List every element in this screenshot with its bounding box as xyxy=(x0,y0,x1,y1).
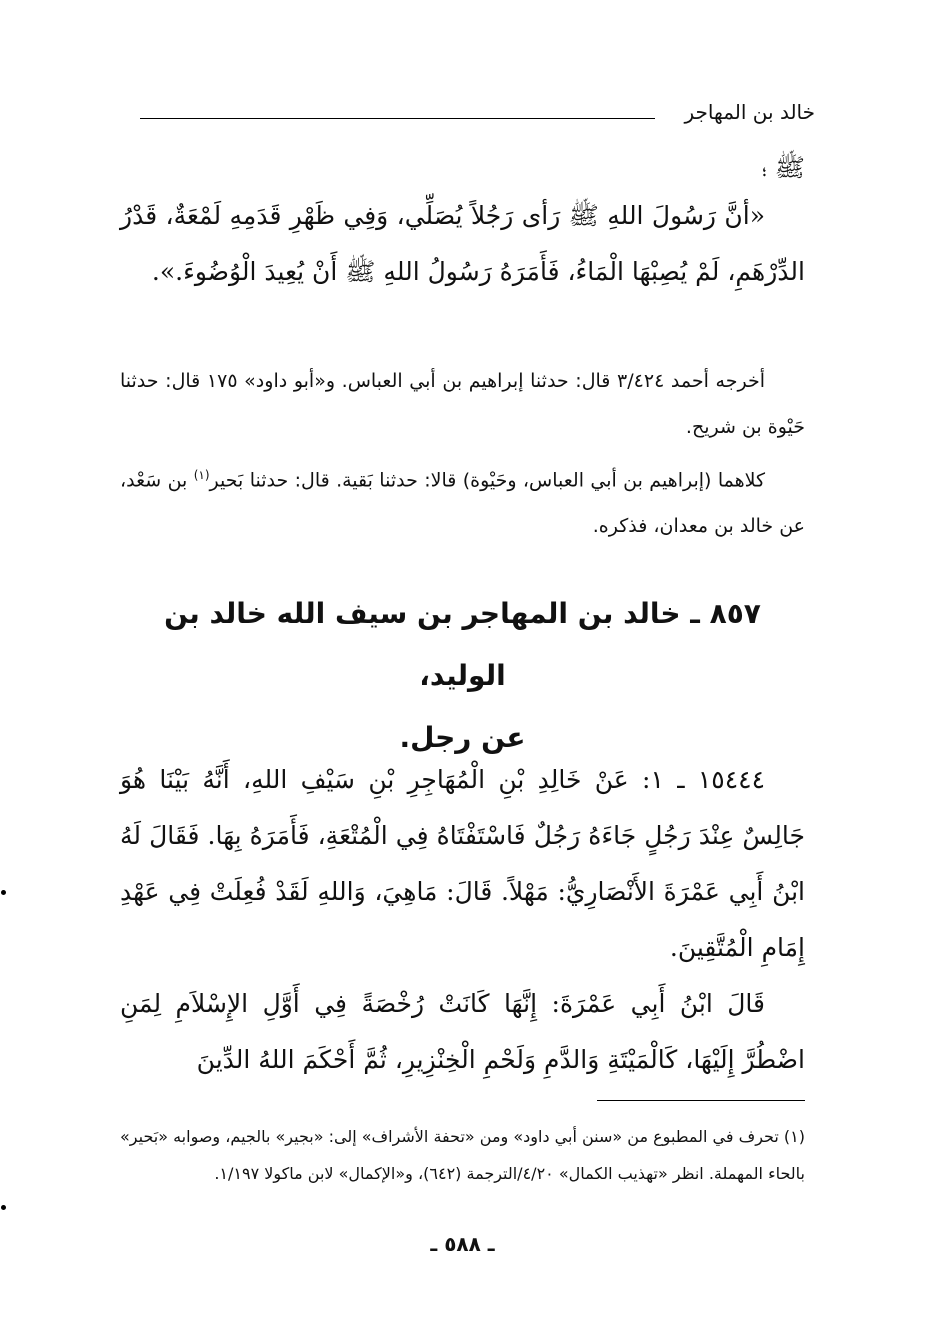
footnote-rule xyxy=(597,1100,805,1101)
takhrij-para-2-text: كلاهما (إبراهيم بن أبي العباس، وحَيْوة) قالا: حدثنا بَقية. قال: حدثنا بَحير xyxy=(209,469,765,492)
footnote-marker: (١) xyxy=(193,468,210,482)
chapter-heading-line-2: عن رجل. xyxy=(399,721,526,754)
takhrij-para-1: أخرجه أحمد ٣/٤٢٤ قال: حدثنا إبراهيم بن أبي العباس. و«أبو داود» ١٧٥ قال: حدثنا حَيْوة بن شريح. xyxy=(120,370,805,438)
chapter-heading xyxy=(120,583,805,769)
takhrij-para-2-tail: بن سَعْد، عن خالد بن معدان، فذكره. xyxy=(120,469,805,538)
footnote: (١) تحرف في المطبوع من «سنن أبي داود» ومن «تحفة الأشراف» إلى: «بجير» بالجيم، وصوابه «بَحير» بالحاء المهملة. انظر «تهذيب الكمال» ٤/٢٠/الترجمة (٦٤٢)، و«الإكمال» لابن ماكولا ١/١٩٧. xyxy=(120,1127,805,1183)
header-rule xyxy=(140,118,655,119)
scan-speck xyxy=(1,890,6,895)
takhrij-para-2 xyxy=(120,452,805,549)
page-number: ـ ٥٨٨ ـ xyxy=(430,1232,495,1256)
hadith-15444-para-1: ١٥٤٤٤ ـ ١: عَنْ خَالِدِ بْنِ الْمُهَاجِرِ بْنِ سَيْفِ اللهِ، أَنَّهُ بَيْنَا هُوَ جَالِسٌ عِنْدَ رَجُلٍ جَاءَهُ رَجُلٌ فَاسْتَفْتَاهُ فِي الْمُتْعَةِ، فَأَمَرَهُ بِهَا. فَقَالَ لَهُ ابْنُ أَبِي عَمْرَةَ الأَنْصَارِيُّ: مَهْلاً. قَالَ: مَاهِيَ، وَاللهِ لَقَدْ فُعِلَتْ فِي عَهْدِ إِمَامِ الْمُتَّقِينَ. xyxy=(120,765,805,962)
top-fragment: ﷺ ؛ xyxy=(761,153,805,182)
running-title: خالد بن المهاجر xyxy=(684,100,815,124)
hadith-main-text: «أنَّ رَسُولَ اللهِ ﷺ رَأى رَجُلاً يُصَلِّي، وَفِي ظَهْرِ قَدَمِهِ لَمْعَةٌ، قَدْرُ الدِّرْهَمِ، لَمْ يُصِبْهَا الْمَاءُ، فَأَمَرَهُ رَسُولُ اللهِ ﷺ أَنْ يُعِيدَ الْوُضُوءَ.». xyxy=(120,201,805,286)
chapter-heading-line-1: ٨٥٧ ـ خالد بن المهاجر بن سيف الله خالد بن الوليد، xyxy=(164,597,761,692)
running-header xyxy=(140,100,815,130)
hadith-15444-para-2: قَالَ ابْنُ أَبِي عَمْرَةَ: إِنَّهَا كَانَتْ رُخْصَةً فِي أَوَّلِ الإِسْلاَمِ لِمَنِ اضْطُرَّ إِلَيْهَا، كَالْمَيْتَةِ وَالدَّمِ وَلَحْمِ الْخِنْزِيرِ، ثُمَّ أَحْكَمَ اللهُ الدِّينَ xyxy=(120,989,805,1074)
scan-speck xyxy=(1,1205,6,1210)
